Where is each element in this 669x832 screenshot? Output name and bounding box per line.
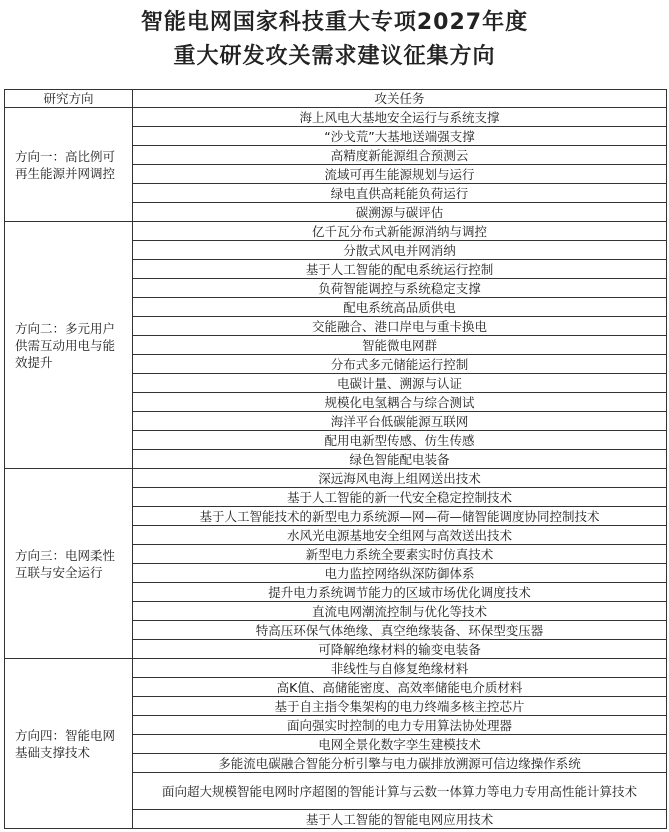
title-line-2: 重大研发攻关需求建议征集方向 xyxy=(173,44,496,69)
document-title xyxy=(0,0,669,79)
task-cell: 非线性与自修复绝缘材料 xyxy=(133,659,667,678)
task-cell: 配用电新型传感、仿生传感 xyxy=(133,431,667,450)
table-row xyxy=(5,659,667,678)
task-cell: 基于人工智能的配电系统运行控制 xyxy=(133,260,667,279)
task-cell: 分散式风电并网消纳 xyxy=(133,241,667,260)
title-line-1: 智能电网国家科技重大专项2027年度 xyxy=(140,10,529,35)
research-direction-cell: 方向一：高比例可再生能源并网调控 xyxy=(5,108,133,222)
table-row xyxy=(5,108,667,127)
task-cell: 基于人工智能的智能电网应用技术 xyxy=(133,810,667,829)
table-row xyxy=(5,469,667,488)
task-cell: 提升电力系统调节能力的区域市场优化调度技术 xyxy=(133,583,667,602)
task-cell: 电力监控网络纵深防御体系 xyxy=(133,564,667,583)
task-cell: 多能流电碳融合智能分析引擎与电力碳排放溯源可信边缘操作系统 xyxy=(133,754,667,773)
task-cell: 特高压环保气体绝缘、真空绝缘装备、环保型变压器 xyxy=(133,621,667,640)
task-cell: 面向超大规模智能电网时序超图的智能计算与云数一体算力等电力专用高性能计算技术 xyxy=(133,773,667,810)
research-direction-cell: 方向三：电网柔性互联与安全运行 xyxy=(5,469,133,659)
table-body xyxy=(5,108,667,829)
task-cell: 新型电力系统全要素实时仿真技术 xyxy=(133,545,667,564)
task-cell: 高精度新能源组合预测云 xyxy=(133,146,667,165)
task-cell: 直流电网潮流控制与优化等技术 xyxy=(133,602,667,621)
research-direction-cell: 方向四：智能电网基础支撑技术 xyxy=(5,659,133,829)
task-cell: 基于自主指令集架构的电力终端多核主控芯片 xyxy=(133,697,667,716)
requirements-table xyxy=(4,89,667,829)
task-cell: 电网全景化数字孪生建模技术 xyxy=(133,735,667,754)
task-cell: 可降解绝缘材料的输变电装备 xyxy=(133,640,667,659)
task-cell: 基于人工智能技术的新型电力系统源—网—荷—储智能调度协同控制技术 xyxy=(133,507,667,526)
table-header-row xyxy=(5,90,667,108)
task-cell: 亿千瓦分布式新能源消纳与调控 xyxy=(133,222,667,241)
task-cell: 水风光电源基地安全组网与高效送出技术 xyxy=(133,526,667,545)
table-row xyxy=(5,222,667,241)
task-cell: 电碳计量、溯源与认证 xyxy=(133,374,667,393)
task-cell: 绿色智能配电装备 xyxy=(133,450,667,469)
task-cell: 高K值、高储能密度、高效率储能电介质材料 xyxy=(133,678,667,697)
task-cell: 海洋平台低碳能源互联网 xyxy=(133,412,667,431)
task-cell: 深远海风电海上组网送出技术 xyxy=(133,469,667,488)
task-cell: 面向强实时控制的电力专用算法协处理器 xyxy=(133,716,667,735)
header-direction: 研究方向 xyxy=(5,90,133,108)
task-cell: 流域可再生能源规划与运行 xyxy=(133,165,667,184)
research-direction-cell: 方向二：多元用户供需互动用电与能效提升 xyxy=(5,222,133,469)
task-cell: 分布式多元储能运行控制 xyxy=(133,355,667,374)
task-cell: 交能融合、港口岸电与重卡换电 xyxy=(133,317,667,336)
task-cell: 绿电直供高耗能负荷运行 xyxy=(133,184,667,203)
header-tasks: 攻关任务 xyxy=(133,90,667,108)
task-cell: 配电系统高品质供电 xyxy=(133,298,667,317)
task-cell: 智能微电网群 xyxy=(133,336,667,355)
task-cell: 负荷智能调控与系统稳定支撑 xyxy=(133,279,667,298)
task-cell: “沙戈荒”大基地送端强支撑 xyxy=(133,127,667,146)
task-cell: 碳溯源与碳评估 xyxy=(133,203,667,222)
task-cell: 基于人工智能的新一代安全稳定控制技术 xyxy=(133,488,667,507)
task-cell: 规模化电氢耦合与综合测试 xyxy=(133,393,667,412)
task-cell: 海上风电大基地安全运行与系统支撑 xyxy=(133,108,667,127)
